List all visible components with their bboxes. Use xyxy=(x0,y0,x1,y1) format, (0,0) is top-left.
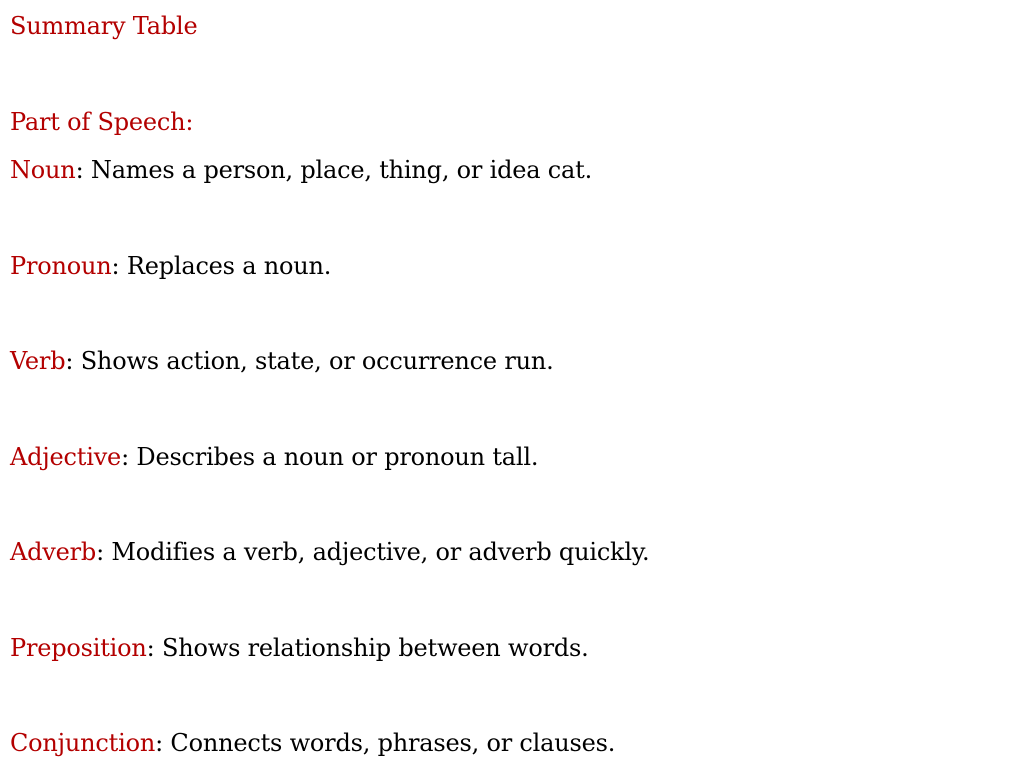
entry-separator: : xyxy=(65,347,74,375)
entry-definition: Replaces a noun. xyxy=(119,252,332,280)
entry-adjective xyxy=(10,441,538,473)
entry-term: Noun xyxy=(10,156,76,184)
entry-term: Conjunction xyxy=(10,729,156,757)
page-title: Summary Table xyxy=(10,12,198,40)
entry-term: Adjective xyxy=(10,443,122,471)
document-page xyxy=(10,0,1010,768)
entry-definition: Modifies a verb, adjective, or adverb quickly. xyxy=(103,538,650,566)
entry-definition: Connects words, phrases, or clauses. xyxy=(162,729,616,757)
section-heading: Part of Speech: xyxy=(10,108,194,136)
entry-preposition xyxy=(10,632,589,664)
entry-separator: : xyxy=(75,156,84,184)
entry-separator: : xyxy=(155,729,163,757)
entry-separator: : xyxy=(146,634,155,662)
entry-term: Pronoun xyxy=(10,252,112,280)
entry-definition: Shows relationship between words. xyxy=(154,634,589,662)
entry-separator: : xyxy=(121,443,129,471)
entry-verb xyxy=(10,345,554,377)
entry-separator: : xyxy=(96,538,104,566)
entry-noun xyxy=(10,154,592,186)
entry-pronoun xyxy=(10,250,331,282)
entry-adverb xyxy=(10,536,649,568)
entry-definition: Describes a noun or pronoun tall. xyxy=(128,443,539,471)
entry-term: Preposition xyxy=(10,634,147,662)
entry-definition: Names a person, place, thing, or idea cat. xyxy=(83,156,593,184)
entry-conjunction xyxy=(10,727,615,759)
entry-definition: Shows action, state, or occurrence run. xyxy=(73,347,554,375)
entry-separator: : xyxy=(111,252,120,280)
entry-term: Adverb xyxy=(10,538,97,566)
entry-term: Verb xyxy=(10,347,66,375)
